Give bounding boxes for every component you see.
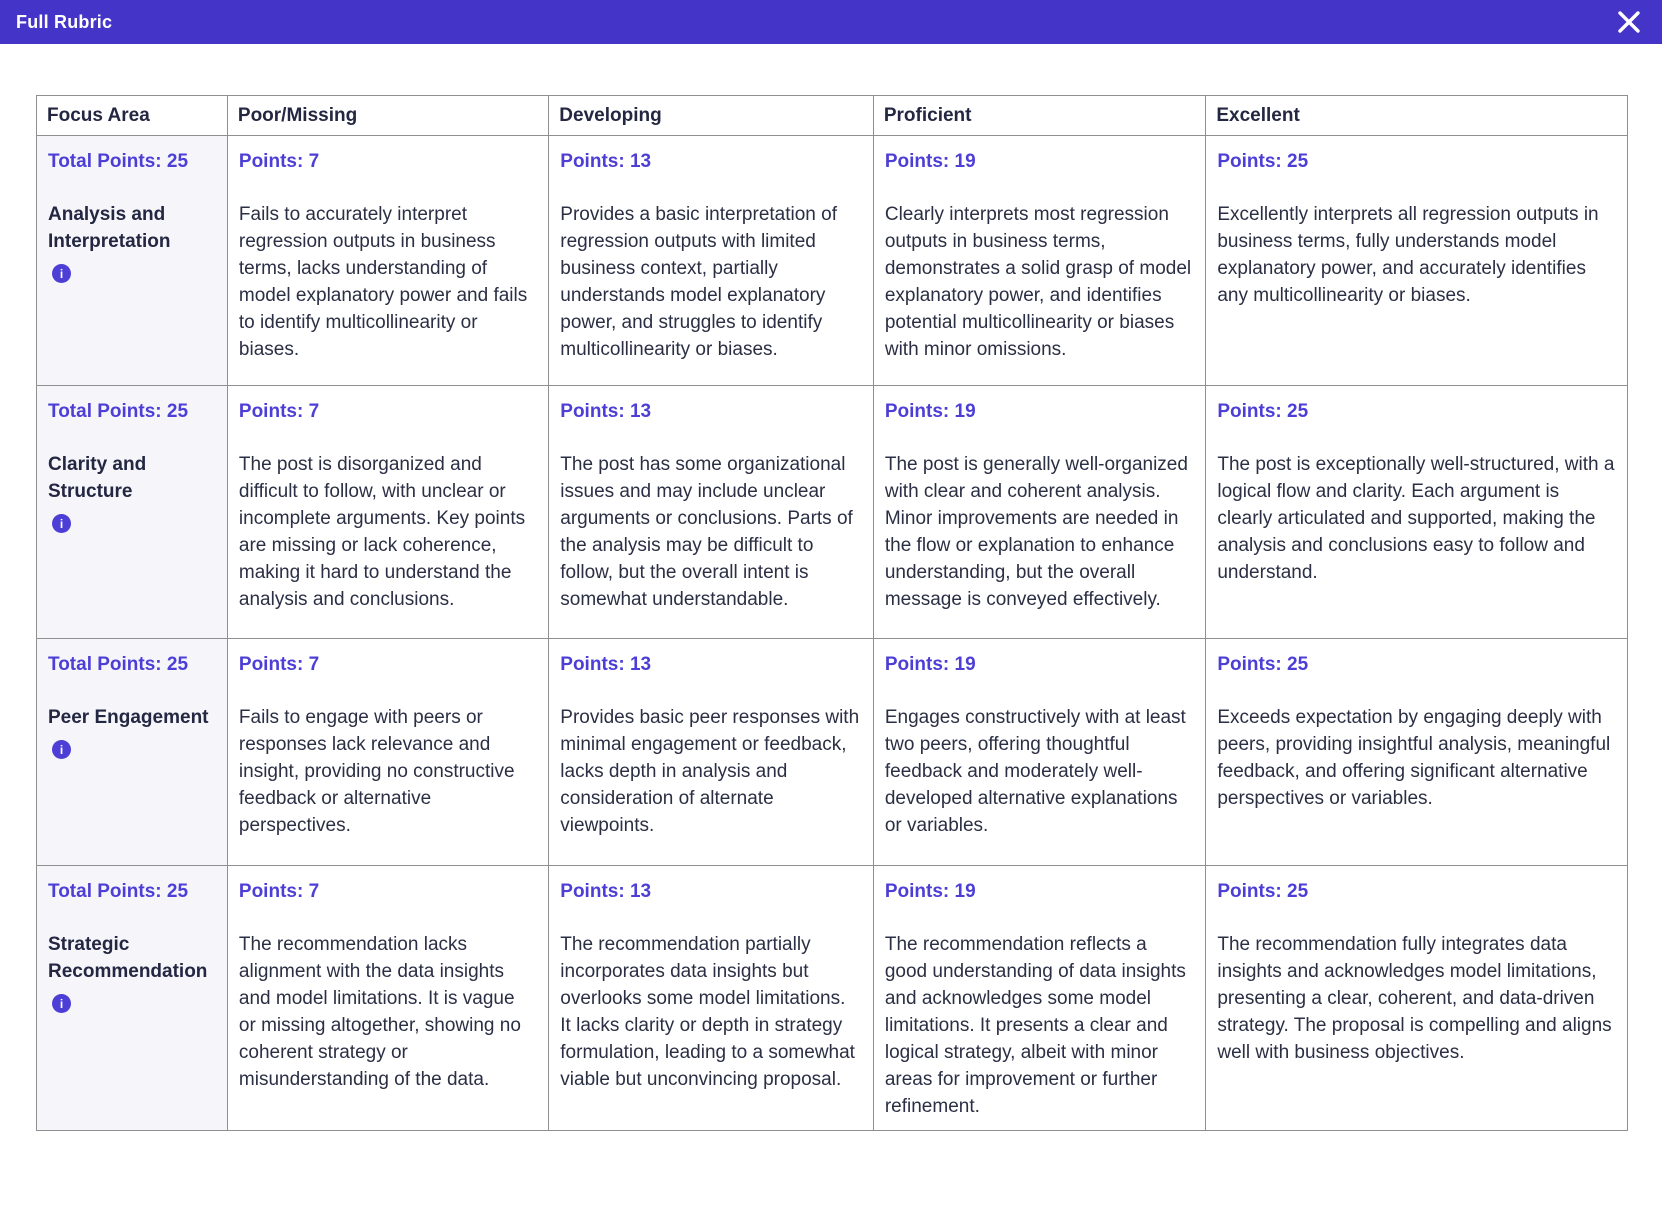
points-label: Points: 19 [884,151,976,172]
rubric-cell-proficient [873,866,1206,1131]
level-description: The recommendation reflects a good understanding of data insights and acknowledges some model limitations. It presents a clear and logical strategy, albeit with minor areas for improvement or further refinement. [884,934,1186,1117]
points-label: Points: 19 [884,401,976,422]
level-description: Fails to accurately interpret regression outputs in business terms, lacks understanding of model explanatory power and fails to identify multicollinearity or biases. [238,204,528,360]
info-icon[interactable]: i [52,740,71,759]
points-label: Points: 25 [1217,881,1309,902]
focus-area-cell [37,639,228,866]
level-description: Provides basic peer responses with minimal engagement or feedback, lacks depth in analysis and consideration of alternate viewpoints. [560,707,860,836]
rubric-cell-excellent [1206,639,1628,866]
rubric-cell-poor [227,136,548,386]
level-description: The post has some organizational issues and may include unclear arguments or conclusions. Parts of the analysis may be difficult to follow, but the overall intent is somewhat understandable. [560,454,853,610]
column-header-proficient: Proficient [873,96,1206,136]
rubric-cell-poor [227,866,548,1131]
level-description: Fails to engage with peers or responses lack relevance and insight, providing no constructive feedback or alternative perspectives. [238,707,515,836]
level-description: The recommendation fully integrates data insights and acknowledges model limitations, presenting a clear, coherent, and data-driven strategy. The proposal is compelling and aligns well with business objectives. [1217,934,1612,1063]
column-header-developing: Developing [549,96,874,136]
total-points-label: Total Points: 25 [48,151,189,172]
points-label: Points: 13 [560,654,652,675]
points-label: Points: 7 [238,151,320,172]
header-row [37,96,1628,136]
modal-header [0,0,1662,44]
focus-area-name: Analysis and Interpretation [48,204,171,252]
close-icon[interactable] [1612,5,1646,39]
total-points-label: Total Points: 25 [48,654,189,675]
rubric-cell-excellent [1206,866,1628,1131]
rubric-cell-developing [549,866,874,1131]
info-icon[interactable]: i [52,514,71,533]
rubric-cell-developing [549,639,874,866]
focus-area-name: Peer Engagement [48,707,209,728]
column-header-focus-area: Focus Area [37,96,228,136]
rubric-table [36,95,1628,1131]
points-label: Points: 13 [560,151,652,172]
level-description: Excellently interprets all regression outputs in business terms, fully understands model explanatory power, and accurately identifies any multicollinearity or biases. [1217,204,1599,306]
focus-area-cell [37,866,228,1131]
points-label: Points: 25 [1217,654,1309,675]
table-row-peer-engagement [37,639,1628,866]
column-header-poor-missing: Poor/Missing [227,96,548,136]
rubric-cell-developing [549,136,874,386]
rubric-cell-poor [227,386,548,639]
points-label: Points: 13 [560,881,652,902]
points-label: Points: 19 [884,654,976,675]
level-description: The recommendation partially incorporates data insights but overlooks some model limitations. It lacks clarity or depth in strategy formulation, leading to a somewhat viable but unconvincing proposal. [560,934,855,1090]
focus-area-name: Clarity and Structure [48,454,147,502]
focus-area-name: Strategic Recommendation [48,934,208,982]
level-description: The recommendation lacks alignment with the data insights and model limitations. It is vague or missing altogether, showing no coherent strategy or misunderstanding of the data. [238,934,521,1090]
modal-body [0,44,1662,1131]
points-label: Points: 13 [560,401,652,422]
points-label: Points: 7 [238,401,320,422]
level-description: Exceeds expectation by engaging deeply with peers, providing insightful analysis, meaningful feedback, and offering significant alternative perspectives or variables. [1217,707,1611,809]
rubric-cell-proficient [873,386,1206,639]
modal-title: Full Rubric [16,11,113,32]
level-description: The post is disorganized and difficult to follow, with unclear or incomplete arguments. Key points are missing or lack coherence, making it hard to understand the analysis and conclusions. [238,454,526,610]
info-icon[interactable]: i [52,264,71,283]
rubric-cell-excellent [1206,386,1628,639]
total-points-label: Total Points: 25 [48,401,189,422]
rubric-cell-poor [227,639,548,866]
info-icon[interactable]: i [52,994,71,1013]
rubric-cell-proficient [873,639,1206,866]
level-description: The post is generally well-organized with clear and coherent analysis. Minor improvements are needed in the flow or explanation to enhance understanding, but the overall message is conveyed effectively. [884,454,1188,610]
focus-area-cell [37,386,228,639]
points-label: Points: 7 [238,881,320,902]
points-label: Points: 25 [1217,151,1309,172]
focus-area-cell [37,136,228,386]
column-header-excellent: Excellent [1206,96,1628,136]
level-description: Clearly interprets most regression outputs in business terms, demonstrates a solid grasp of model explanatory power, and identifies potential multicollinearity or biases with minor omissions. [884,204,1192,360]
level-description: The post is exceptionally well-structured, with a logical flow and clarity. Each argument is clearly articulated and supported, making the analysis and conclusions easy to follow and understand. [1217,454,1615,583]
points-label: Points: 25 [1217,401,1309,422]
rubric-cell-proficient [873,136,1206,386]
close-x-glyph [1614,7,1644,37]
level-description: Provides a basic interpretation of regression outputs with limited business context, partially understands model explanatory power, and struggles to identify multicollinearity or biases. [560,204,837,360]
total-points-label: Total Points: 25 [48,881,189,902]
rubric-cell-developing [549,386,874,639]
rubric-cell-excellent [1206,136,1628,386]
table-row-clarity-and-structure [37,386,1628,639]
level-description: Engages constructively with at least two peers, offering thoughtful feedback and moderately well-developed alternative explanations or variables. [884,707,1186,836]
points-label: Points: 7 [238,654,320,675]
table-row-strategic-recommendation [37,866,1628,1131]
table-row-analysis-and-interpretation [37,136,1628,386]
points-label: Points: 19 [884,881,976,902]
